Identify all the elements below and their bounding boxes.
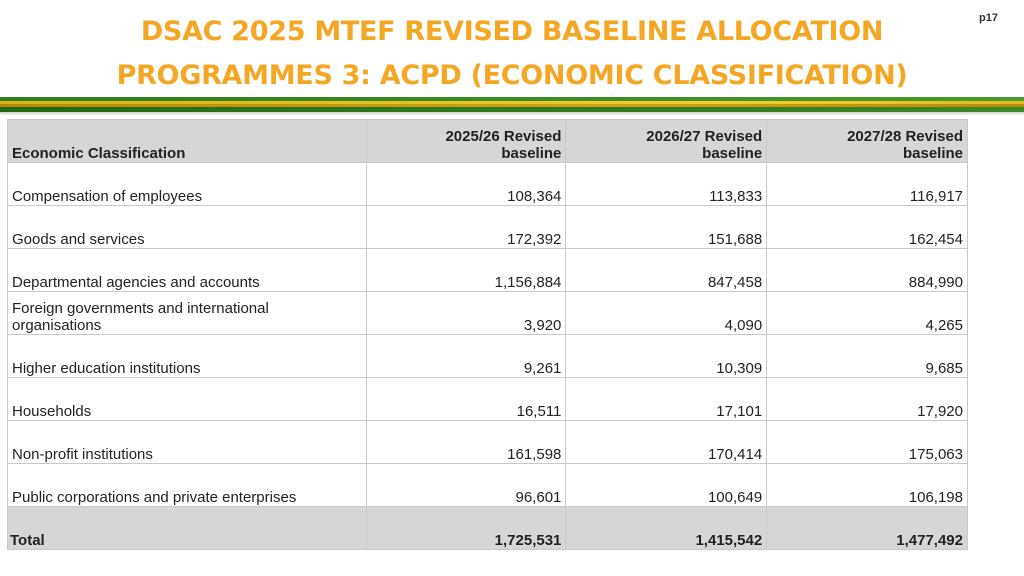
column-header-line1: 2026/27 Revised	[646, 128, 763, 145]
table-row	[8, 421, 968, 464]
decorative-stripe-band	[0, 97, 1024, 116]
total-label: Total	[8, 507, 367, 550]
table-header-row	[8, 120, 968, 163]
row-label: Higher education institutions	[8, 335, 367, 378]
table-row	[8, 163, 968, 206]
total-2025-26: 1,725,531	[366, 507, 566, 550]
column-header-2027-28	[767, 120, 968, 163]
total-2027-28: 1,477,492	[767, 507, 968, 550]
column-header-2025-26	[366, 120, 566, 163]
row-label: Households	[8, 378, 367, 421]
cell-2027-28: 884,990	[767, 249, 968, 292]
row-label: Non-profit institutions	[8, 421, 367, 464]
column-header-text: Economic Classification	[12, 145, 186, 162]
slide-title	[0, 10, 1024, 98]
cell-2026-27: 151,688	[566, 206, 767, 249]
column-header-line1: 2027/28 Revised	[847, 128, 963, 145]
table-row	[8, 249, 968, 292]
column-header-line2: baseline	[501, 145, 562, 162]
row-label: Departmental agencies and accounts	[8, 249, 367, 292]
allocation-table	[7, 119, 968, 550]
cell-2026-27: 847,458	[566, 249, 767, 292]
table-row	[8, 206, 968, 249]
cell-2027-28: 17,920	[767, 378, 968, 421]
cell-2025-26: 96,601	[366, 464, 566, 507]
row-label: Foreign governments and international organisations	[8, 292, 367, 335]
cell-2027-28: 9,685	[767, 335, 968, 378]
cell-2027-28: 175,063	[767, 421, 968, 464]
table-row	[8, 292, 968, 335]
cell-2025-26: 3,920	[366, 292, 566, 335]
cell-2026-27: 10,309	[566, 335, 767, 378]
cell-2025-26: 108,364	[366, 163, 566, 206]
cell-2027-28: 162,454	[767, 206, 968, 249]
cell-2026-27: 170,414	[566, 421, 767, 464]
cell-2025-26: 161,598	[366, 421, 566, 464]
cell-2027-28: 116,917	[767, 163, 968, 206]
row-label: Goods and services	[8, 206, 367, 249]
table-row	[8, 378, 968, 421]
row-label: Compensation of employees	[8, 163, 367, 206]
cell-2025-26: 9,261	[366, 335, 566, 378]
cell-2026-27: 17,101	[566, 378, 767, 421]
cell-2027-28: 4,265	[767, 292, 968, 335]
column-header-line2: baseline	[702, 145, 763, 162]
table-total-row	[8, 507, 968, 550]
cell-2025-26: 1,156,884	[366, 249, 566, 292]
column-header-line2: baseline	[902, 145, 963, 162]
stripe-shadow	[0, 112, 1024, 116]
table-row	[8, 335, 968, 378]
column-header-classification	[8, 120, 367, 163]
cell-2026-27: 100,649	[566, 464, 767, 507]
total-2026-27: 1,415,542	[566, 507, 767, 550]
column-header-line1: 2025/26 Revised	[445, 128, 562, 145]
column-header-2026-27	[566, 120, 767, 163]
cell-2025-26: 16,511	[366, 378, 566, 421]
cell-2026-27: 113,833	[566, 163, 767, 206]
cell-2027-28: 106,198	[767, 464, 968, 507]
row-label: Public corporations and private enterprises	[8, 464, 367, 507]
title-line-1: DSAC 2025 MTEF REVISED BASELINE ALLOCATION	[140, 16, 884, 47]
page-number: p17	[979, 12, 998, 24]
title-line-2: PROGRAMMES 3: ACPD (ECONOMIC CLASSIFICATION)	[116, 60, 908, 91]
cell-2025-26: 172,392	[366, 206, 566, 249]
cell-2026-27: 4,090	[566, 292, 767, 335]
table-row	[8, 464, 968, 507]
